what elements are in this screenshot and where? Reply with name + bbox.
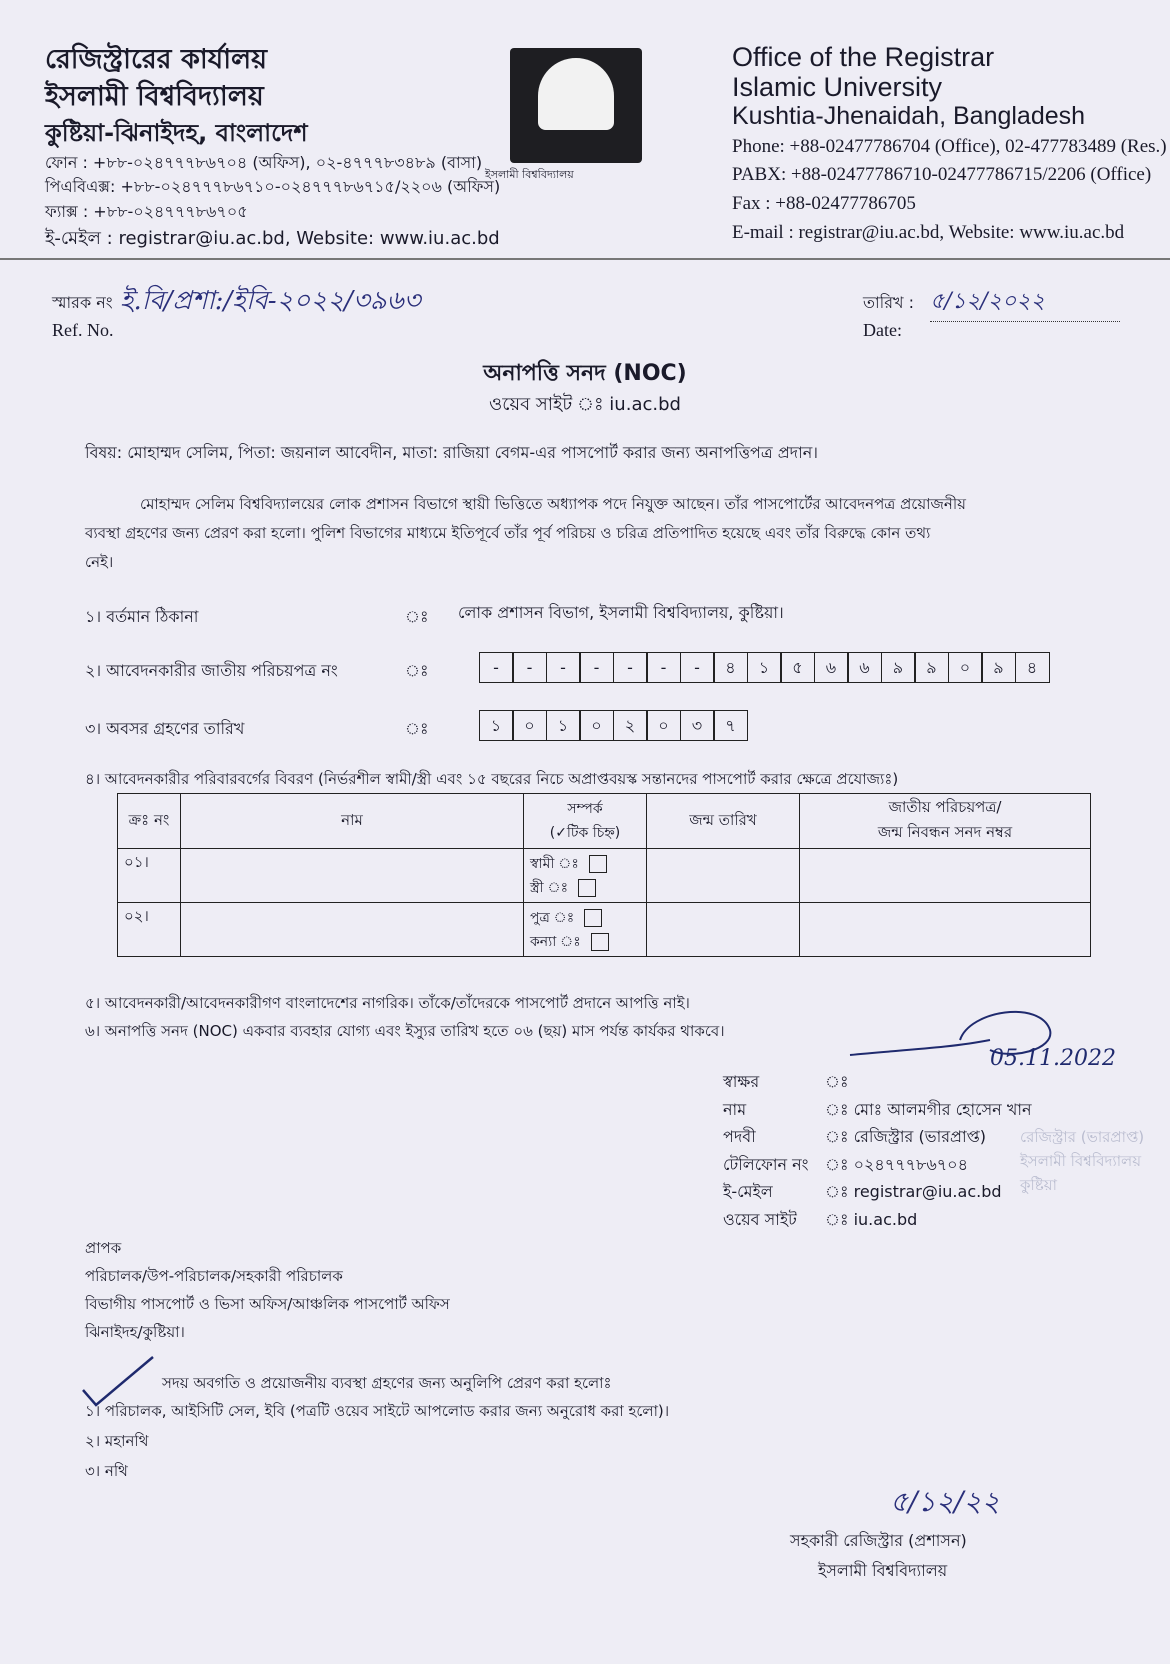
digit-box: - [512, 652, 547, 683]
digit-box: ১ [546, 710, 581, 741]
digit-box: - [613, 652, 648, 683]
digit-box: ০ [646, 710, 681, 741]
signatory-label: ওয়েব সাইট [723, 1209, 797, 1229]
digit-box: - [680, 652, 715, 683]
ref-label-en: Ref. No. [52, 320, 114, 340]
table-row [118, 849, 1091, 903]
signatory-row [723, 1206, 1032, 1234]
digit-box: ০ [579, 710, 614, 741]
en-phone: Phone: +88-02477786704 (Office), 02-477783489 (Res.) [732, 136, 1167, 157]
col-dob: জন্ম তারিখ [647, 794, 800, 849]
col-nid-sub: জন্ম নিবন্ধন সনদ নম্বর [877, 823, 1013, 841]
checkbox[interactable] [591, 933, 609, 951]
body-line-3: নেই। [85, 553, 114, 571]
digit-box: ৬ [814, 652, 849, 683]
ref-label: স্মারক নং [52, 293, 113, 312]
digit-box: ২ [613, 710, 648, 741]
signatory-row [723, 1068, 1032, 1096]
relation-label: স্ত্রী ঃ [530, 879, 569, 896]
signatory-row [723, 1096, 1032, 1124]
field-address-value: লোক প্রশাসন বিভাগ, ইসলামী বিশ্ববিদ্যালয়, কুষ্টিয়া। [458, 603, 784, 622]
en-fax: Fax : +88-02477786705 [732, 193, 916, 214]
date-label: তারিখ : [863, 293, 915, 312]
relation-label: পুত্র ঃ [530, 909, 575, 926]
bn-email: ই-মেইল : registrar@iu.ac.bd, Website: www.iu.ac.bd [45, 228, 500, 249]
row-serial: ০১। [118, 849, 181, 903]
copy-item-2: ২। মহানথি [85, 1432, 149, 1450]
website-line: ওয়েব সাইট ঃ iu.ac.bd [489, 394, 681, 415]
en-location: Kushtia-Jhenaidah, Bangladesh [732, 102, 1086, 130]
copy-heading: সদয় অবগতি ও প্রয়োজনীয় ব্যবস্থা গ্রহণের জন্য অনুলিপি প্রেরণ করা হলোঃ [162, 1374, 612, 1392]
digit-box: ৭ [713, 710, 748, 741]
digit-box: ০ [512, 710, 547, 741]
signatory-value: ঃ রেজিস্ট্রার (ভারপ্রাপ্ত) [825, 1127, 987, 1146]
footer-title: সহকারী রেজিস্ট্রার (প্রশাসন) [790, 1531, 967, 1550]
document-title: অনাপত্তি সনদ (NOC) [483, 361, 687, 386]
separator: ঃ [405, 719, 429, 738]
bn-location: কুষ্টিয়া-ঝিনাইদহ, বাংলাদেশ [45, 119, 308, 147]
checkbox[interactable] [584, 909, 602, 927]
family-table [117, 793, 1091, 957]
dob-cell[interactable] [647, 849, 800, 903]
signatory-label: পদবী [723, 1127, 756, 1146]
checkbox[interactable] [578, 879, 596, 897]
digit-box: ৪ [1015, 652, 1050, 683]
digit-box: ৯ [981, 652, 1016, 683]
signatory-value: ঃ মোঃ আলমগীর হোসেন খান [825, 1099, 1032, 1119]
signatory-row [723, 1151, 1032, 1179]
digit-box: ৩ [680, 710, 715, 741]
table-header-row [118, 794, 1091, 849]
col-nid [800, 794, 1091, 849]
relation-cell [524, 903, 647, 957]
field-address-label: ১। বর্তমান ঠিকানা [85, 607, 199, 626]
signatory-row [723, 1123, 1032, 1151]
date-value: ৫/১২/২০২২ [930, 284, 1120, 322]
digit-box: - [479, 652, 514, 683]
dob-cell[interactable] [647, 903, 800, 957]
bn-university: ইসলামী বিশ্ববিদ্যালয় [45, 81, 264, 112]
digit-box: ০ [948, 652, 983, 683]
digit-box: ৪ [713, 652, 748, 683]
handwritten-date: ৫/১২/২২ [890, 1485, 1000, 1518]
checkbox[interactable] [589, 855, 607, 873]
field-retirement-label: ৩। অবসর গ্রহণের তারিখ [85, 719, 245, 738]
official-stamp: রেজিস্ট্রার (ভারপ্রাপ্ত) ইসলামী বিশ্ববিদ্যালয় কুষ্টিয়া [1020, 1128, 1145, 1194]
recipient-line: পরিচালক/উপ-পরিচালক/সহকারী পরিচালক [85, 1267, 343, 1285]
relation-cell [524, 849, 647, 903]
digit-box: - [646, 652, 681, 683]
separator: ঃ [405, 607, 429, 626]
subject-line: বিষয়: মোহাম্মদ সেলিম, পিতা: জয়নাল আবেদীন, মাতা: রাজিয়া বেগম-এর পাসপোর্ট করার জন্য অনাপত্তিপত্র প্রদান। [85, 443, 818, 462]
recipient-label: প্রাপক [85, 1239, 122, 1257]
copy-item-1: ১। পরিচালক, আইসিটি সেল, ইবি (পত্রটি ওয়েব সাইটে আপলোড করার জন্য অনুরোধ করা হলো)। [85, 1402, 670, 1420]
recipient-line: বিভাগীয় পাসপোর্ট ও ভিসা অফিস/আঞ্চলিক পাসপোর্ট অফিস [85, 1295, 450, 1313]
ref-value: ই.বি/প্রশা:/ইবি-২০২২/৩৯৬৩ [120, 286, 421, 316]
field-nid-label: ২। আবেদনকারীর জাতীয় পরিচয়পত্র নং [85, 661, 338, 680]
digit-box: ৯ [881, 652, 916, 683]
digit-box: ১ [479, 710, 514, 741]
bn-pabx: পিএবিএক্স: +৮৮-০২৪৭৭৭৮৬৭১০-০২৪৭৭৭৮৬৭১৫/২২০৬ (অফিস) [45, 177, 501, 196]
recipient-line: ঝিনাইদহ/কুষ্টিয়া। [85, 1323, 185, 1341]
date-label-en: Date: [863, 320, 902, 340]
digit-box: ৬ [847, 652, 882, 683]
relation-label: কন্যা ঃ [530, 933, 581, 950]
university-logo [510, 48, 642, 163]
col-relation [524, 794, 647, 849]
note-6: ৬। অনাপত্তি সনদ (NOC) একবার ব্যবহার যোগ্য এবং ইস্যুর তারিখ হতে ০৬ (ছয়) মাস পর্যন্ত কার্যকর থাকবে। [85, 1022, 725, 1040]
col-nid-label: জাতীয় পরিচয়পত্র/ [888, 798, 1002, 816]
name-cell[interactable] [181, 849, 524, 903]
bn-phone: ফোন : +৮৮-০২৪৭৭৭৮৬৭০৪ (অফিস), ০২-৪৭৭৭৮৩৪৮৯ (বাসা) [45, 153, 483, 172]
separator: ঃ [405, 661, 429, 680]
digit-box: - [579, 652, 614, 683]
col-name: নাম [181, 794, 524, 849]
signature-icon [840, 1000, 1060, 1060]
signatory-value: ঃ iu.ac.bd [825, 1209, 918, 1229]
signatory-row [723, 1178, 1032, 1206]
row-serial: ০২। [118, 903, 181, 957]
relation-label: স্বামী ঃ [530, 855, 579, 872]
note-5: ৫। আবেদনকারী/আবেদনকারীগণ বাংলাদেশের নাগরিক। তাঁকে/তাঁদেরকে পাসপোর্ট প্রদানে আপত্তি নাই। [85, 994, 690, 1012]
bn-fax: ফ্যাক্স : +৮৮-০২৪৭৭৭৮৬৭০৫ [45, 202, 248, 221]
nid-number-boxes [480, 652, 1050, 683]
signatory-label: ই-মেইল [723, 1182, 773, 1201]
name-cell[interactable] [181, 903, 524, 957]
nid-cell[interactable] [800, 903, 1091, 957]
nid-cell[interactable] [800, 849, 1091, 903]
copy-item-3: ৩। নথি [85, 1462, 128, 1480]
en-pabx: PABX: +88-02477786710-02477786715/2206 (Office) [732, 164, 1152, 185]
table-row [118, 903, 1091, 957]
header-divider [0, 258, 1170, 260]
col-relation-sub: (✓টিক চিহ্ন) [549, 825, 621, 841]
bn-office-title: রেজিস্ট্রারের কার্যালয় [45, 44, 268, 75]
recipient-block [85, 1234, 450, 1346]
col-serial: ক্রঃ নং [118, 794, 181, 849]
en-university: Islamic University [732, 72, 943, 102]
signatory-block [723, 1068, 1032, 1233]
signatory-value: ঃ [825, 1072, 849, 1091]
digit-box: ১ [747, 652, 782, 683]
signed-date: 05.11.2022 [990, 1046, 1116, 1071]
footer-org: ইসলামী বিশ্ববিদ্যালয় [818, 1561, 948, 1580]
signatory-label: স্বাক্ষর [723, 1072, 760, 1091]
en-office-title: Office of the Registrar [732, 42, 995, 72]
signatory-value: ঃ registrar@iu.ac.bd [825, 1182, 1002, 1201]
body-line-2: ব্যবস্থা গ্রহণের জন্য প্রেরণ করা হলো। পুলিশ বিভাগের মাধ্যমে ইতিপূর্বে তাঁর পূর্ব পরিচয় ও চরিত্র প্রতিপাদিত হয়েছে এবং তাঁর বিরুদ্ধে কোন তথ্য [85, 524, 931, 542]
en-email: E-mail : registrar@iu.ac.bd, Website: www.iu.ac.bd [732, 222, 1125, 243]
signatory-value: ঃ ০২৪৭৭৭৮৬৭০৪ [825, 1154, 968, 1174]
digit-box: ৯ [914, 652, 949, 683]
digit-box: ৫ [780, 652, 815, 683]
signatory-label: নাম [723, 1099, 747, 1119]
signatory-label: টেলিফোন নং [723, 1154, 809, 1174]
digit-box: - [546, 652, 581, 683]
retirement-date-boxes [480, 710, 748, 741]
logo-caption: ইসলামী বিশ্ববিদ্যালয় [485, 168, 574, 181]
body-line-1: মোহাম্মদ সেলিম বিশ্ববিদ্যালয়ের লোক প্রশাসন বিভাগে স্থায়ী ভিত্তিতে অধ্যাপক পদে নিযুক্ত আছেন। তাঁর পাসপোর্টের আবেদনপত্র প্রয়োজনীয় [140, 495, 967, 513]
col-relation-label: সম্পর্ক [567, 801, 603, 817]
family-heading: ৪। আবেদনকারীর পরিবারবর্গের বিবরণ (নির্ভরশীল স্বামী/স্ত্রী এবং ১৫ বছরের নিচে অপ্রাপ্তবয়স্ক সন্তানদের পাসপোর্ট করার ক্ষেত্রে প্রযোজ্যঃ) [85, 770, 899, 788]
